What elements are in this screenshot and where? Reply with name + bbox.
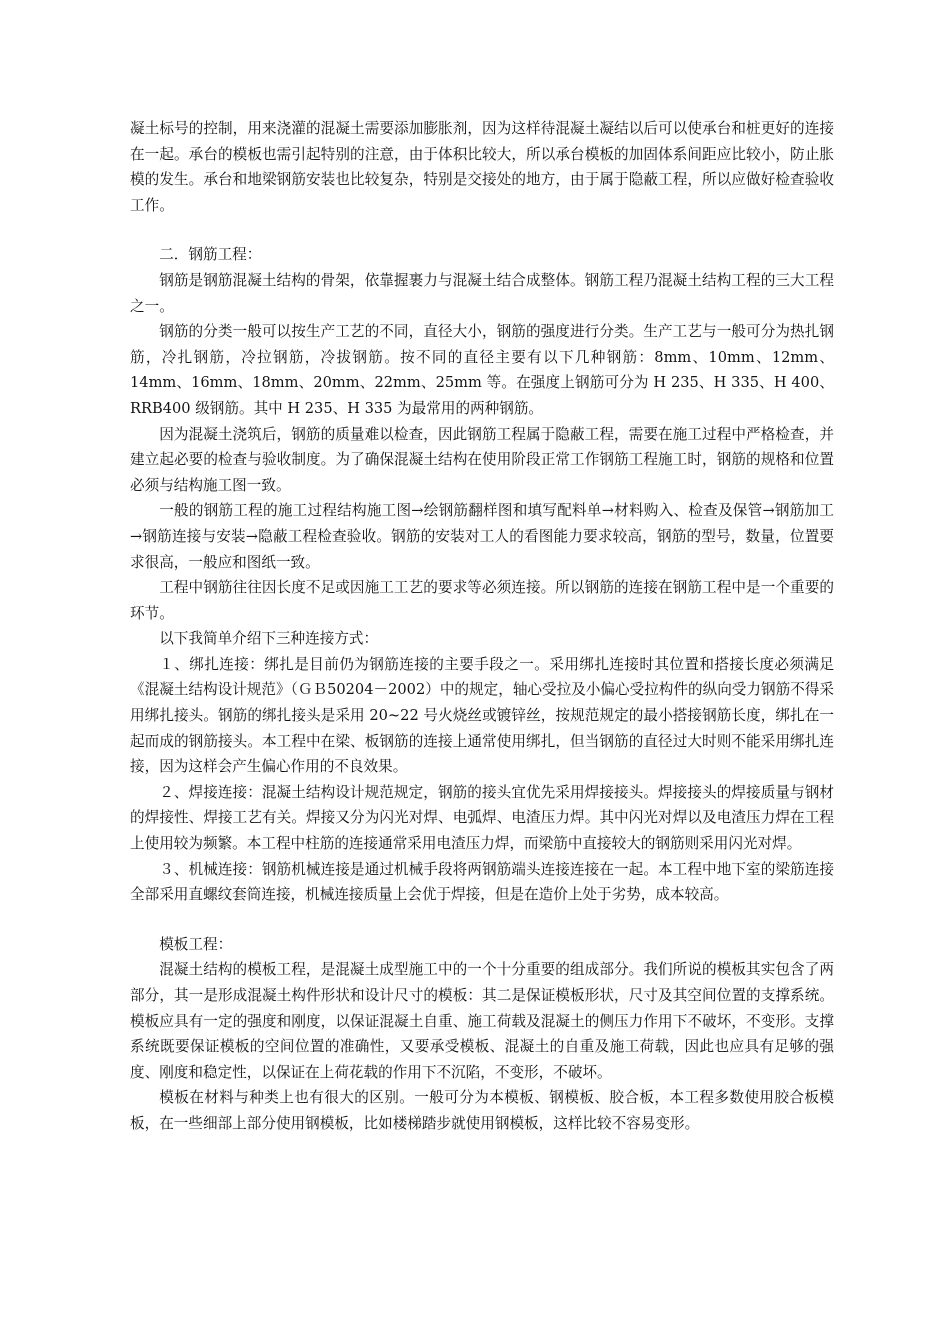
rebar-paragraph-4: 一般的钢筋工程的施工过程结构施工图→绘钢筋翻样图和填写配料单→材料购入、检查及保管→钢筋加工→钢筋连接与安装→隐蔽工程检查验收。钢筋的安装对工人的看图能力要求较高，钢筋的型号，数量，位置要求很高，一般应和图纸一致。 — [130, 502, 834, 571]
formwork-paragraph-2: 模板在材料与种类上也有很大的区别。一般可分为本模板、钢模板、胶合板，本工程多数使用胶合板模板，在一些细部上部分使用钢模板，比如楼梯踏步就使用钢模板，这样比较不容易变形。 — [130, 1089, 834, 1132]
rebar-paragraph-1: 钢筋是钢筋混凝土结构的骨架，依靠握裹力与混凝土结合成整体。钢筋工程乃混凝土结构工程的三大工程之一。 — [130, 271, 834, 315]
rebar-section-heading: 二．钢筋工程： — [159, 246, 262, 264]
rebar-paragraph-2: 钢筋的分类一般可以按生产工艺的不同，直径大小，钢筋的强度进行分类。生产工艺与一般可分为热扎钢筋，冷扎钢筋，冷拉钢筋，冷拔钢筋。按不同的直径主要有以下几种钢筋：8mm、10mm、12mm、14mm、16mm、18mm、20mm、22mm、25mm 等。在强度上钢筋可分为 H 235、H 335、H 400、RRB400 级钢筋。其中 H 235、H 335 为最常用的两种钢筋。 — [130, 323, 834, 417]
rebar-paragraph-3: 因为混凝土浇筑后，钢筋的质量难以检查，因此钢筋工程属于隐蔽工程，需要在施工过程中严格检查，并建立起必要的检查与验收制度。为了确保混凝土结构在使用阶段正常工作钢筋工程施工时，钢筋的规格和位置必须与结构施工图一致。 — [130, 425, 834, 494]
rebar-paragraph-9: ３、机械连接：钢筋机械连接是通过机械手段将两钢筋端头连接连接在一起。本工程中地下室的梁筋连接全部采用直螺纹套筒连接，机械连接质量上会优于焊接，但是在造价上处于劣势，成本较高。 — [130, 860, 834, 904]
formwork-section-heading: 模板工程： — [159, 935, 233, 953]
section-spacer — [130, 218, 834, 242]
section-spacer — [130, 908, 834, 932]
rebar-paragraph-5: 工程中钢筋往往因长度不足或因施工工艺的要求等必须连接。所以钢筋的连接在钢筋工程中是一个重要的环节。 — [130, 579, 834, 622]
intro-paragraph: 凝土标号的控制，用来浇灌的混凝土需要添加膨胀剂，因为这样待混凝土凝结以后可以使承台和桩更好的连接在一起。承台的模板也需引起特别的注意，由于体积比较大，所以承台模板的加固体系间距应比较小，防止胀模的发生。承台和地梁钢筋安装也比较复杂，特别是交接处的地方，由于属于隐蔽工程，所以应做好检查验收工作。 — [130, 120, 834, 214]
document-page — [130, 116, 834, 1137]
rebar-paragraph-7: １、绑扎连接：绑扎是目前仍为钢筋连接的主要手段之一。采用绑扎连接时其位置和搭接长度必须满足《混凝土结构设计规范》（ＧＢ50204－2002）中的规定，轴心受拉及小偏心受拉构件的纵向受力钢筋不得采用绑扎接头。钢筋的绑扎接头是采用 20~22 号火烧丝或镀锌丝，按规范规定的最小搭接钢筋长度，绑扎在一起而成的钢筋接头。本工程中在梁、板钢筋的连接上通常使用绑扎，但当钢筋的直径过大时则不能采用绑扎连接，因为这样会产生偏心作用的不良效果。 — [130, 655, 834, 776]
rebar-paragraph-8: ２、焊接连接：混凝土结构设计规范规定，钢筋的接头宜优先采用焊接接头。焊接接头的焊接质量与钢材的焊接性、焊接工艺有关。焊接又分为闪光对焊、电弧焊、电渣压力焊。其中闪光对焊以及电渣压力焊在工程上使用较为频繁。本工程中柱筋的连接通常采用电渣压力焊，而梁筋中直接较大的钢筋则采用闪光对焊。 — [130, 783, 834, 853]
formwork-paragraph-1: 混凝土结构的模板工程，是混凝土成型施工中的一个十分重要的组成部分。我们所说的模板其实包含了两部分，其一是形成混凝土构件形状和设计尺寸的模板：其二是保证模板形状，尺寸及其空间位置的支撑系统。模板应具有一定的强度和刚度，以保证混凝土自重、施工荷载及混凝土的侧压力作用下不破坏，不变形。支撑系统既要保证模板的空间位置的准确性，又要承受模板、混凝土的自重及施工荷载，因此也应具有足够的强度、刚度和稳定性，以保证在上荷花载的作用下不沉陷，不变形，不破坏。 — [130, 961, 834, 1081]
rebar-paragraph-6: 以下我简单介绍下三种连接方式： — [159, 630, 379, 648]
